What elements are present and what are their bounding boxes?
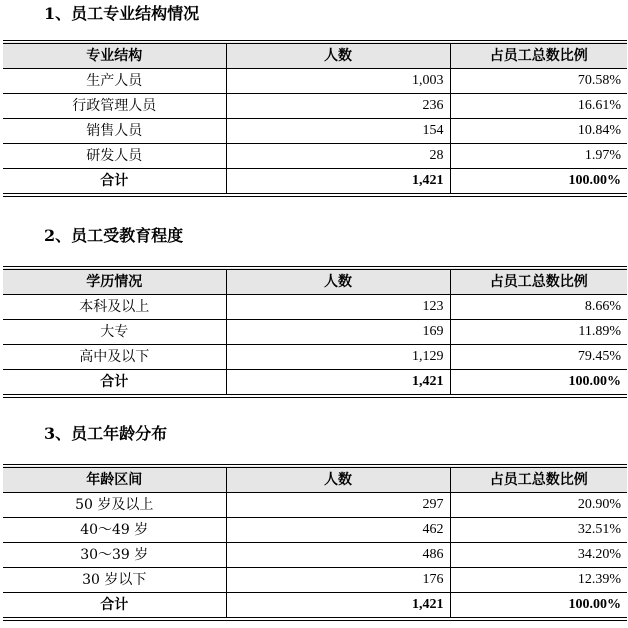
- row-label: 30 岁以下: [3, 568, 226, 593]
- count-cell: 297: [226, 493, 450, 518]
- count-cell: 28: [226, 144, 450, 169]
- total-count: 1,421: [226, 593, 450, 620]
- row-label: 40～49 岁: [3, 518, 226, 543]
- column-header: 人数: [226, 268, 450, 295]
- row-label: 本科及以上: [3, 295, 226, 320]
- count-cell: 486: [226, 543, 450, 568]
- ratio-cell: 20.90%: [450, 493, 627, 518]
- count-cell: 462: [226, 518, 450, 543]
- total-row: [3, 169, 627, 196]
- table-row: [3, 320, 627, 345]
- table-row: [3, 518, 627, 543]
- count-cell: 169: [226, 320, 450, 345]
- table-row: [3, 144, 627, 169]
- total-label: 合计: [3, 593, 226, 620]
- row-label: 大专: [3, 320, 226, 345]
- column-header: 占员工总数比例: [450, 466, 627, 493]
- row-label: 研发人员: [3, 144, 226, 169]
- ratio-cell: 1.97%: [450, 144, 627, 169]
- count-cell: 123: [226, 295, 450, 320]
- table-row: [3, 94, 627, 119]
- ratio-cell: 32.51%: [450, 518, 627, 543]
- staff-structure-table: [3, 40, 627, 197]
- section-title-3: 3、员工年龄分布: [44, 424, 168, 443]
- column-header: 占员工总数比例: [450, 42, 627, 69]
- section-title-1: 1、员工专业结构情况: [44, 4, 200, 23]
- row-label: 50 岁及以上: [3, 493, 226, 518]
- total-label: 合计: [3, 169, 226, 196]
- total-ratio: 100.00%: [450, 370, 627, 397]
- table-header-row: [3, 268, 627, 295]
- column-header: 年龄区间: [3, 466, 226, 493]
- table-row: [3, 493, 627, 518]
- count-cell: 1,003: [226, 69, 450, 94]
- count-cell: 236: [226, 94, 450, 119]
- table-header-row: [3, 466, 627, 493]
- ratio-cell: 12.39%: [450, 568, 627, 593]
- column-header: 占员工总数比例: [450, 268, 627, 295]
- count-cell: 176: [226, 568, 450, 593]
- table-row: [3, 568, 627, 593]
- total-label: 合计: [3, 370, 226, 397]
- table-row: [3, 543, 627, 568]
- ratio-cell: 10.84%: [450, 119, 627, 144]
- ratio-cell: 34.20%: [450, 543, 627, 568]
- ratio-cell: 11.89%: [450, 320, 627, 345]
- table-row: [3, 295, 627, 320]
- ratio-cell: 16.61%: [450, 94, 627, 119]
- age-distribution-table: [3, 464, 627, 621]
- count-cell: 1,129: [226, 345, 450, 370]
- total-ratio: 100.00%: [450, 169, 627, 196]
- table-row: [3, 119, 627, 144]
- education-table: [3, 266, 627, 398]
- row-label: 行政管理人员: [3, 94, 226, 119]
- row-label: 生产人员: [3, 69, 226, 94]
- ratio-cell: 79.45%: [450, 345, 627, 370]
- table-row: [3, 69, 627, 94]
- column-header: 学历情况: [3, 268, 226, 295]
- total-row: [3, 370, 627, 397]
- count-cell: 154: [226, 119, 450, 144]
- column-header: 人数: [226, 42, 450, 69]
- ratio-cell: 70.58%: [450, 69, 627, 94]
- column-header: 专业结构: [3, 42, 226, 69]
- table-header-row: [3, 42, 627, 69]
- ratio-cell: 8.66%: [450, 295, 627, 320]
- row-label: 高中及以下: [3, 345, 226, 370]
- table-row: [3, 345, 627, 370]
- total-row: [3, 593, 627, 620]
- row-label: 销售人员: [3, 119, 226, 144]
- column-header: 人数: [226, 466, 450, 493]
- total-ratio: 100.00%: [450, 593, 627, 620]
- section-title-2: 2、员工受教育程度: [44, 226, 184, 245]
- total-count: 1,421: [226, 370, 450, 397]
- row-label: 30～39 岁: [3, 543, 226, 568]
- total-count: 1,421: [226, 169, 450, 196]
